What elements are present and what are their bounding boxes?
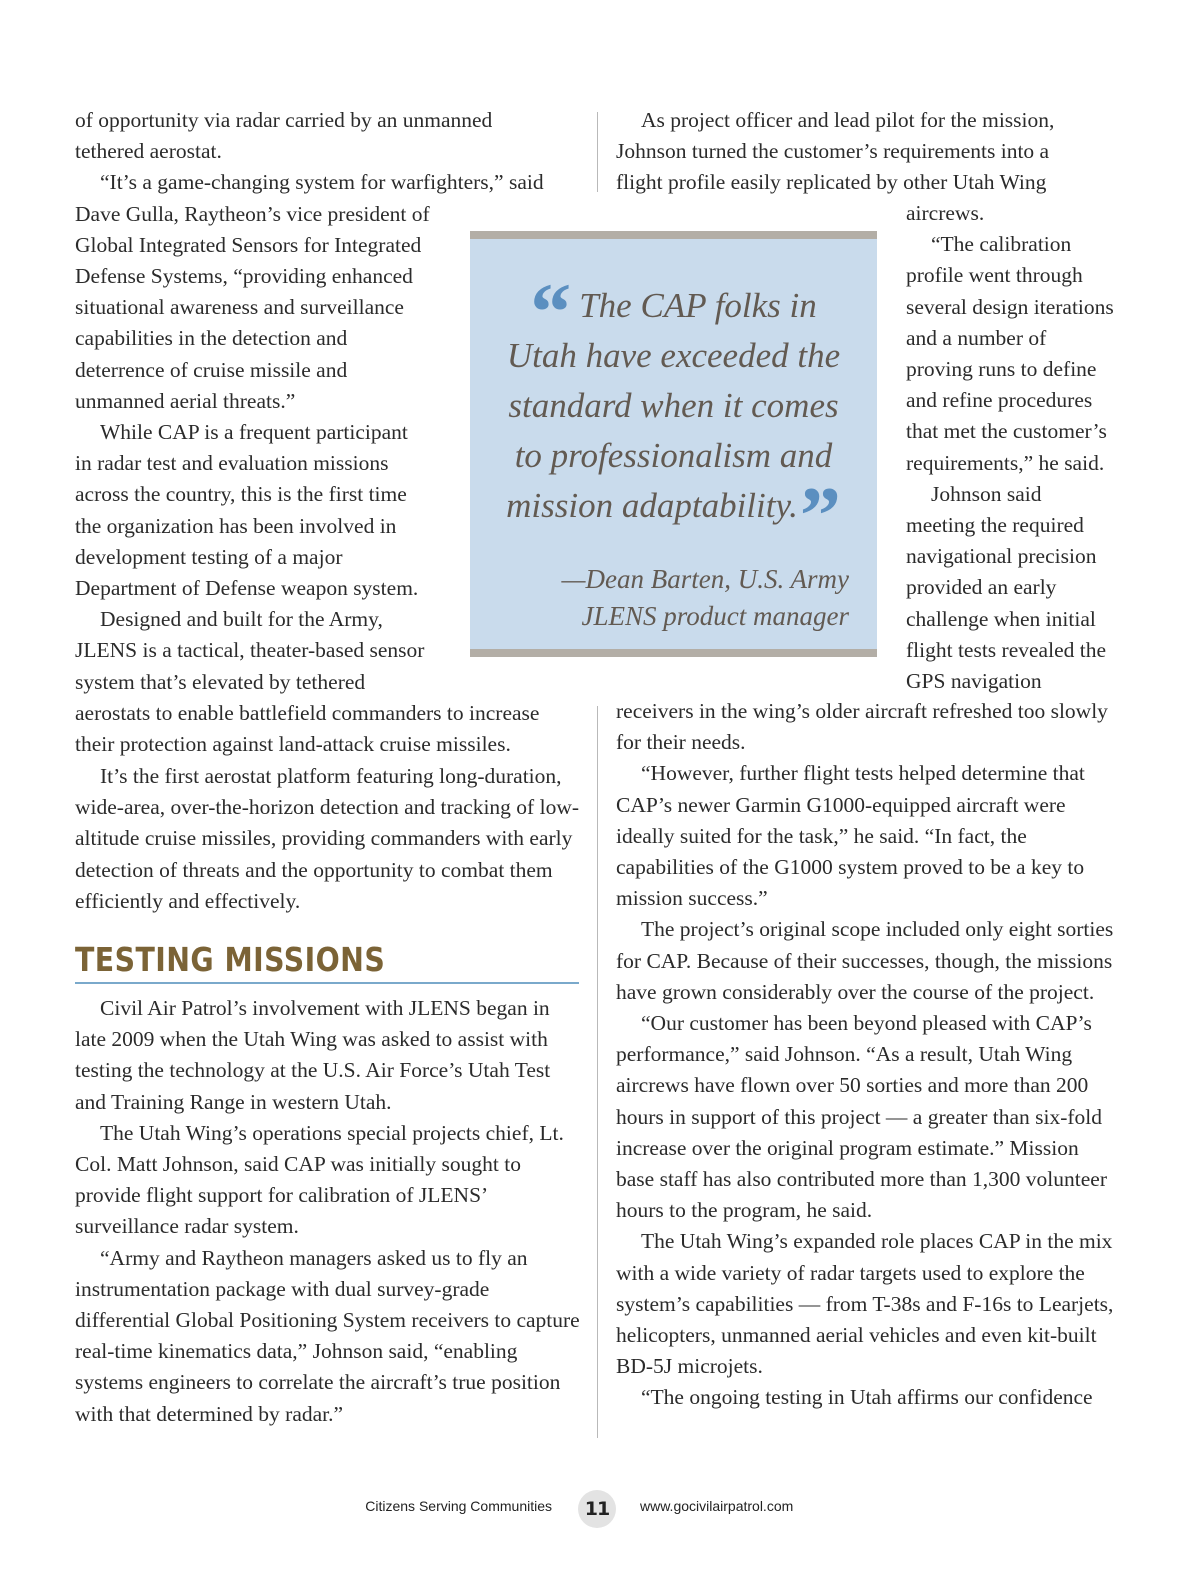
left-column-paragraph [75,761,580,917]
column-divider [597,706,598,1438]
footer-url[interactable]: www.gocivilairpatrol.com [640,1498,794,1514]
body-line: and a number of [906,325,1047,350]
pull-quote-attribution [562,561,849,635]
footer-tagline: Citizens Serving Communities [365,1498,552,1514]
body-line: proving runs to define [906,357,1097,382]
body-paragraph: It’s the first aerostat platform featuring long-duration, wide-area, over-the-horizon detection and tracking of low-altitude cruise missiles, providing commanders with early detection of threats and the opportunity to combat them efficiently and effectively. [75,764,580,913]
body-line: Global Integrated Sensors for Integrated [75,232,422,257]
pull-quote-line-text: mission adaptability. [506,486,798,525]
right-column-top [616,105,1116,199]
section-heading-text: TESTING MISSIONS [75,940,386,979]
body-line: While CAP is a frequent participant [100,420,408,445]
pull-quote-line: Utah have exceeded the [506,336,841,375]
pull-quote-line: standard when it comes [508,386,839,425]
body-line: aircrews. [906,201,985,225]
body-line: flight tests revealed the [906,637,1106,662]
body-paragraph: Civil Air Patrol’s involvement with JLENS began in late 2009 when the Utah Wing was asked to assist with testing the technology at the U.S. Air Force’s Utah Test and Training Range in western Utah. [75,996,551,1114]
body-paragraph: The Utah Wing’s operations special projects chief, Lt. Col. Matt Johnson, said CAP was initially sought to provide flight support for calibration of JLENS’ surveillance radar system. [75,1120,564,1239]
body-paragraph: “Army and Raytheon managers asked us to fly an instrumentation package with dual survey-grade differential Global Positioning System receivers to capture real-time kinematics data,” Johnson said, “enabling systems engineers to correlate the aircraft’s true position with that determined by radar.” [75,1245,580,1426]
body-paragraph: “However, further flight tests helped determine that CAP’s newer Garmin G1000-equipped aircraft were ideally suited for the task,” he said. “In fact, the capabilities of the G1000 system proved to be a key to mission success.” [616,761,1085,911]
body-line: system that’s elevated by tethered [75,669,366,694]
body-line: that met the customer’s [906,419,1107,444]
attribution-line: —Dean Barten, U.S. Army [561,564,849,594]
body-line: Johnson turned the customer’s requirements into a [616,139,1050,164]
body-line: tethered aerostat. [75,139,222,164]
body-line: and refine procedures [906,388,1093,413]
body-line: JLENS is a tactical, theater-based sensor [75,638,425,663]
body-line: aerostats to enable battlefield commanders to increase [75,700,540,725]
pull-quote-line-text: The CAP folks in [579,286,817,325]
pull-quote-line [470,470,877,561]
body-line: navigational precision [906,544,1097,569]
body-paragraph: The Utah Wing’s expanded role places CAP in the mix with a wide variety of radar targets used to explore the system’s capabilities — from T-38s and F-16s to Learjets, helicopters, unmanned aerial vehicles and even kit-built BD-5J microjets. [616,1229,1114,1379]
body-line: profile went through [906,263,1083,288]
body-line: flight profile easily replicated by other Utah Wing [616,170,1047,195]
body-line: Designed and built for the Army, [100,607,383,632]
body-line: the organization has been involved in [75,513,397,538]
body-line: deterrence of cruise missile and [75,357,348,382]
attribution-line: JLENS product manager [581,601,849,631]
left-column-bottom [75,993,580,1430]
body-line: receivers in the wing’s older aircraft refreshed too slowly [616,699,1108,723]
body-line: GPS navigation [906,669,1042,694]
pull-quote-line: to professionalism and [514,436,833,475]
body-line: capabilities in the detection and [75,326,348,351]
body-line: provided an early [906,575,1057,600]
body-line: several design iterations [906,294,1114,319]
section-heading [75,938,579,984]
column-divider [597,112,598,192]
body-paragraph: “Our customer has been beyond pleased with CAP’s performance,” said Johnson. “As a result, Utah Wing aircrews have flown over 50 sorties and more than 200 hours in support of this project — a greater than six-fold increase over the original program estimate.” Mission base staff has also contributed more than 1,300 volunteer hours to the program, he said. [616,1011,1107,1223]
open-quote-icon: “ [530,266,572,357]
body-line: Johnson said [931,481,1042,506]
body-line: situational awareness and surveillance [75,295,404,320]
body-line: meeting the required [906,513,1084,538]
right-column-narrow [906,198,1121,697]
right-column-bottom [616,696,1116,1414]
body-line: “It’s a game-changing system for warfighters,” said [100,170,544,195]
body-paragraph: “The ongoing testing in Utah affirms our confidence [641,1385,1093,1410]
body-line: requirements,” he said. [906,450,1105,475]
body-line: across the country, this is the first time [75,482,407,507]
body-line: unmanned aerial threats.” [75,388,296,413]
body-line: Defense Systems, “providing enhanced [75,264,413,289]
page-number: 11 [578,1490,616,1528]
body-line: As project officer and lead pilot for the mission, [641,108,1055,132]
body-line: development testing of a major [75,544,343,569]
close-quote-icon: ” [799,470,841,561]
pull-quote-text [470,266,877,561]
body-line: their protection against land-attack cruise missiles. [75,732,511,757]
body-line: of opportunity via radar carried by an unmanned [75,108,493,132]
body-line: Department of Defense weapon system. [75,576,419,601]
body-line: Dave Gulla, Raytheon’s vice president of [75,201,430,226]
body-paragraph: The project’s original scope included only eight sorties for CAP. Because of their successes, though, the missions have grown considerably over the course of the project. [616,917,1114,1004]
body-line: challenge when initial [906,606,1096,631]
body-line: for their needs. [616,730,746,755]
body-line: “The calibration [931,232,1072,257]
body-line: in radar test and evaluation missions [75,451,389,476]
pull-quote [470,231,877,657]
